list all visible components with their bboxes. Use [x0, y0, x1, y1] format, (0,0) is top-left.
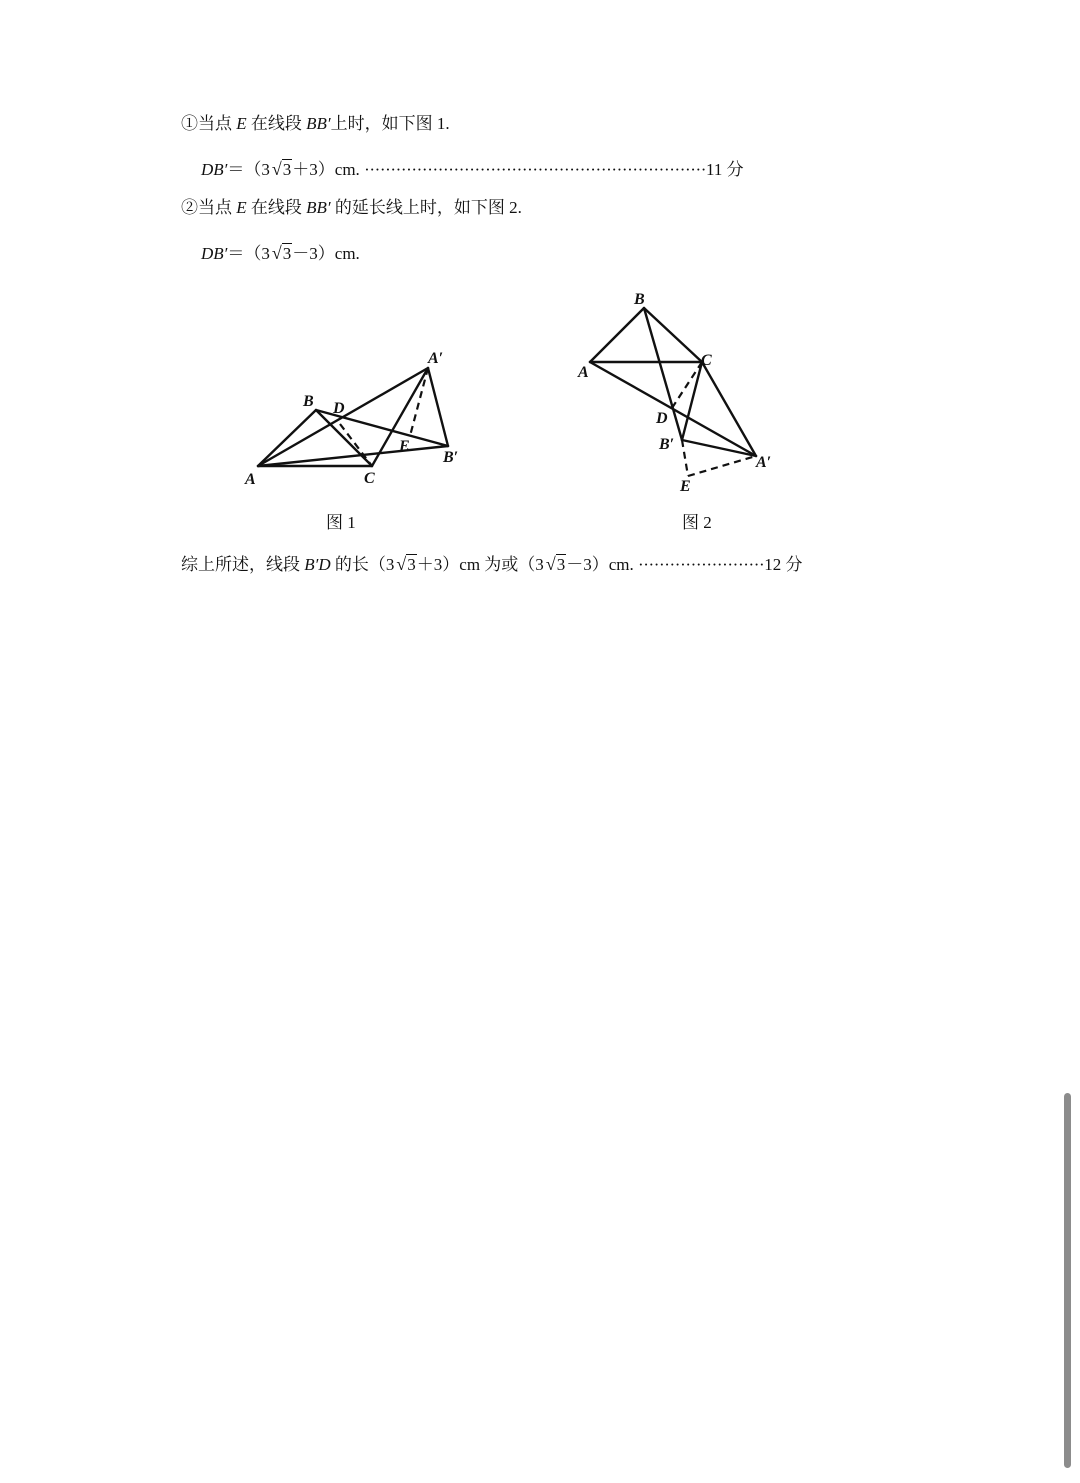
- result1-lhs: DB′: [201, 160, 228, 179]
- result2-tail: －3）cm.: [292, 244, 360, 263]
- sqrt-3: √3: [545, 554, 566, 574]
- circled-number-2: ②: [181, 198, 198, 217]
- dashed-B2-E: [682, 440, 688, 476]
- result1-eq: ＝（3: [227, 160, 270, 179]
- label-B: B: [303, 393, 314, 410]
- sqrt-3: √3: [396, 554, 416, 574]
- figure-2-caption: 图 2: [682, 513, 712, 532]
- sqrt-3: √3: [271, 159, 292, 179]
- label-B-prime: B′: [443, 449, 459, 466]
- vertical-scrollbar[interactable]: [1064, 1093, 1071, 1468]
- case2-point: E: [236, 198, 247, 217]
- label-D: D: [656, 410, 668, 427]
- summary-segment: B′D: [304, 555, 331, 574]
- result1-tail: ＋3）cm.: [292, 160, 360, 179]
- label-A-prime: A′: [756, 454, 772, 471]
- sqrt-3: √3: [271, 243, 292, 263]
- result1-score: 11 分: [706, 160, 744, 179]
- summary-tail: －3）cm.: [566, 555, 634, 574]
- case1-segment: BB′: [306, 114, 331, 133]
- case1-post: 上时，如下图 1.: [330, 114, 450, 133]
- summary-leader: ························: [637, 555, 765, 574]
- label-A: A: [245, 471, 256, 488]
- label-A: A: [578, 364, 589, 381]
- case2-pre: 当点: [198, 198, 237, 217]
- label-C: C: [701, 352, 712, 369]
- label-D: D: [333, 400, 345, 417]
- case2-mid: 在线段: [246, 198, 307, 217]
- summary-line: [181, 552, 803, 577]
- label-A-prime: A′: [428, 350, 444, 367]
- dashed-E-A2: [688, 456, 756, 476]
- dashed-C-D: [672, 362, 702, 408]
- summary-score: 12 分: [764, 555, 803, 574]
- result2-eq: ＝（3: [227, 244, 270, 263]
- label-B: B: [634, 291, 645, 308]
- case2-post: 的延长线上时，如下图 2.: [330, 198, 522, 217]
- label-C: C: [364, 470, 375, 487]
- case1-point: E: [236, 114, 247, 133]
- figure-1-caption: 图 1: [326, 513, 356, 532]
- label-E: E: [399, 438, 410, 455]
- circled-number-1: ①: [181, 114, 198, 133]
- result2-lhs: DB′: [201, 244, 228, 263]
- case1-pre: 当点: [198, 114, 237, 133]
- seg-C-B2: [682, 362, 702, 440]
- case1-mid: 在线段: [246, 114, 307, 133]
- case2-segment: BB′: [306, 198, 331, 217]
- summary-mid2: ＋3）cm 为或（3: [416, 555, 544, 574]
- label-E: E: [680, 478, 691, 495]
- seg-B2-A2: [682, 440, 756, 456]
- result1-leader: ·································································: [364, 160, 707, 179]
- summary-pre: 综上所述，线段: [181, 555, 305, 574]
- seg-A-B: [590, 308, 644, 362]
- label-B-prime: B′: [659, 436, 675, 453]
- summary-mid: 的长（3: [330, 555, 395, 574]
